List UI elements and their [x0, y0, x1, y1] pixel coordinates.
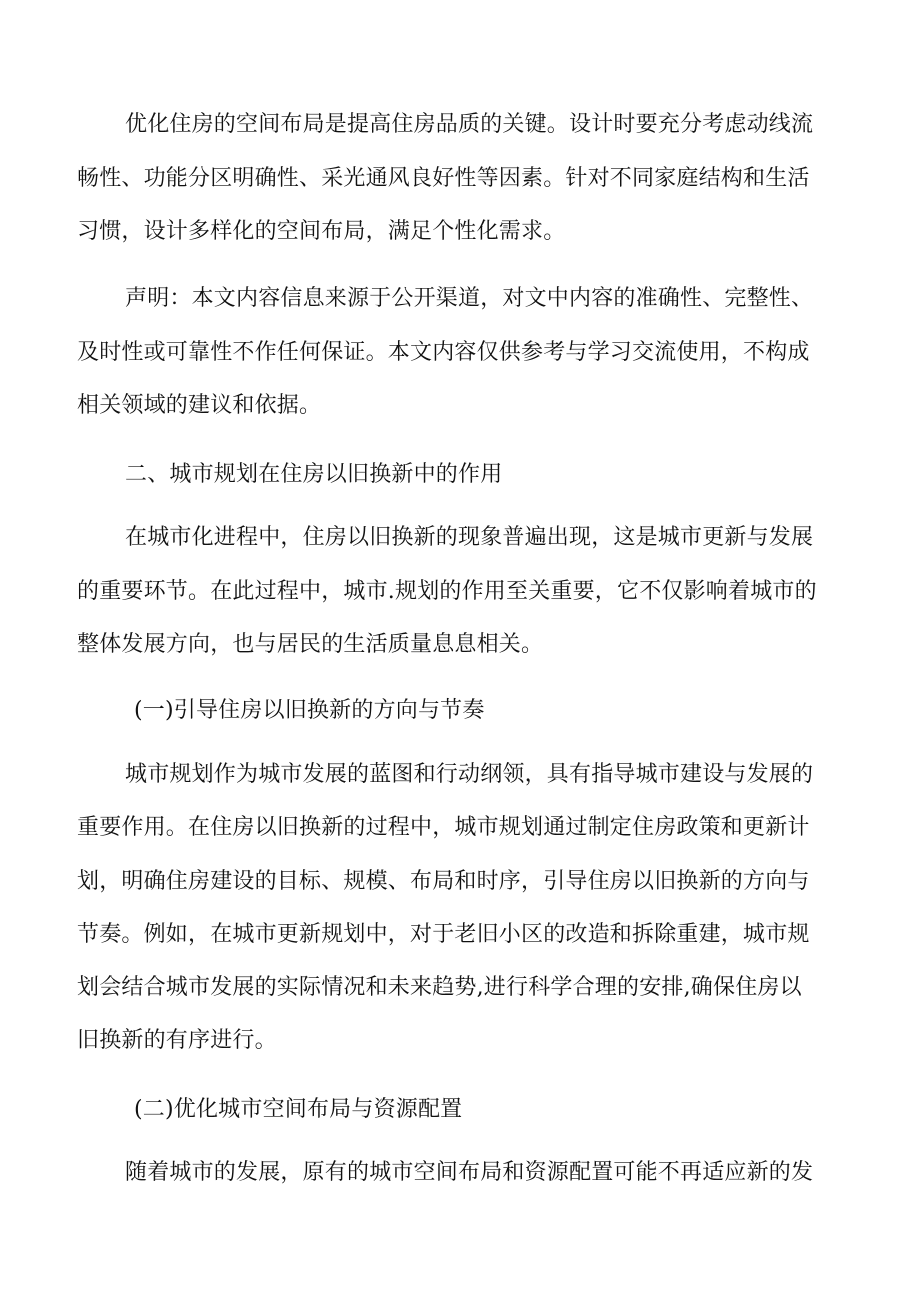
subheading-2: (二)优化城市空间布局与资源配置	[134, 1097, 463, 1122]
paragraph-2-line-1: 在城市化进程中，住房以旧换新的现象普遍出现，这是城市更新与发展	[125, 525, 814, 550]
disclaimer-line-1: 声明：本文内容信息来源于公开渠道，对文中内容的准确性、完整性、	[125, 286, 814, 311]
paragraph-1-line-1: 优化住房的空间布局是提高住房品质的关键。设计时要充分考虑动线流	[125, 112, 814, 137]
paragraph-1-line-3: 习惯，设计多样化的空间布局，满足个性化需求。	[77, 219, 566, 244]
paragraph-1-line-2: 畅性、功能分区明确性、采光通风良好性等因素。针对不同家庭结构和生活	[77, 166, 810, 191]
disclaimer-line-3: 相关领域的建议和依据。	[77, 393, 322, 418]
paragraph-3-line-4: 节奏。例如，在城市更新规划中，对于老旧小区的改造和拆除重建，城市规	[77, 922, 810, 947]
disclaimer-line-2: 及时性或可靠性不作任何保证。本文内容仅供参考与学习交流使用，不构成	[77, 340, 810, 365]
paragraph-3-line-6: 旧换新的有序进行。	[77, 1028, 277, 1053]
subheading-1: (一)引导住房以旧换新的方向与节奏	[134, 698, 485, 723]
paragraph-4-line-1: 随着城市的发展，原有的城市空间布局和资源配置可能不再适应新的发	[125, 1160, 814, 1185]
paragraph-3-line-2: 重要作用。在住房以旧换新的过程中，城市规划通过制定住房政策和更新计	[77, 815, 810, 840]
paragraph-3-line-5: 划会结合城市发展的实际情况和未来趋势,进行科学合理的安排,确保住房以	[77, 975, 802, 1000]
paragraph-3-line-1: 城市规划作为城市发展的蓝图和行动纲领，具有指导城市建设与发展的	[125, 762, 814, 787]
paragraph-2-line-2: 的重要环节。在此过程中，城市.规划的作用至关重要，它不仅影响着城市的	[77, 579, 817, 604]
section-heading: 二、城市规划在住房以旧换新中的作用	[125, 462, 503, 487]
paragraph-3-line-3: 划，明确住房建设的目标、规模、布局和时序，引导住房以旧换新的方向与	[77, 869, 810, 894]
paragraph-2-line-3: 整体发展方向，也与居民的生活质量息息相关。	[77, 632, 544, 657]
